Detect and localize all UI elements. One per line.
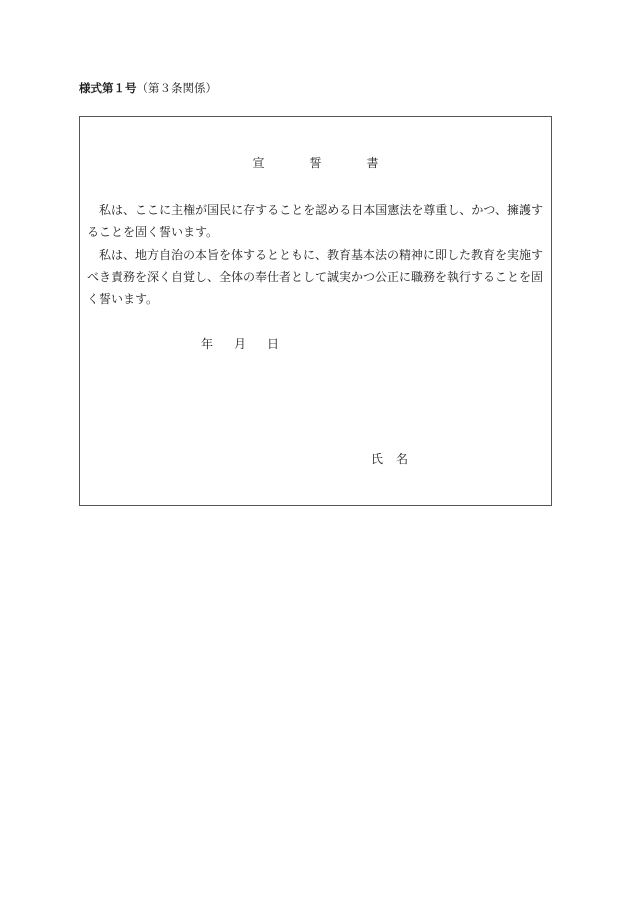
oath-paragraph-duty [87,244,543,311]
oath-line: べき責務を深く自覚し、全体の奉仕者として誠実かつ公正に職務を執行することを固 [87,269,544,284]
oath-paragraph-constitution [87,199,543,244]
oath-line: ることを固く誓います。 [87,225,219,240]
form-number-label: 様式第１号 [79,81,137,95]
date-month-label: 月 [234,337,247,351]
oath-text [87,199,543,310]
form-number-heading [79,80,217,96]
oath-line: 私は、地方自治の本旨を体するとともに、教育基本法の精神に即した教育を実施す [99,247,544,262]
date-year-label: 年 [201,337,214,351]
form-number-note: （第３条関係） [136,81,217,95]
oath-line: く誓います。 [87,292,159,307]
date-day-label: 日 [267,337,280,351]
document-title: 宣誓書 [252,156,424,170]
signature-name-label: 氏名 [371,452,422,466]
date-line [201,336,279,352]
oath-document-box [79,116,552,506]
oath-line: 私は、ここに主権が国民に存することを認める日本国憲法を尊重し、かつ、擁護す [99,203,543,217]
